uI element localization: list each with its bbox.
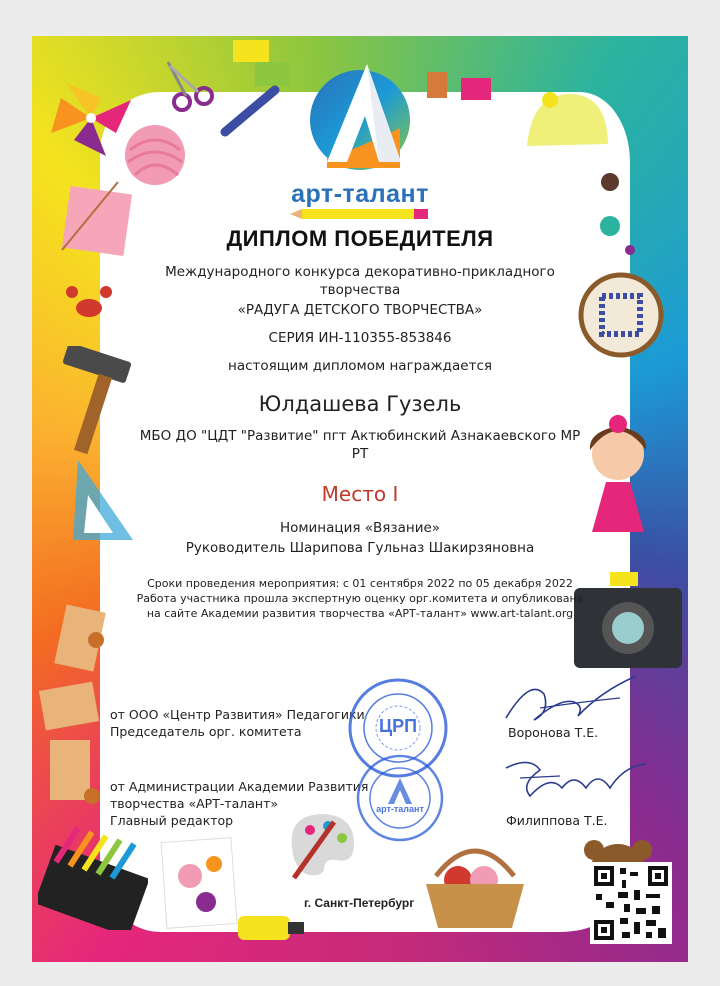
diploma-title: ДИПЛОМ ПОБЕДИТЕЛЯ: [226, 226, 494, 251]
organization-line-1: МБО ДО "ЦДТ "Развитие" пгт Актюбинский Азнакаевского МР: [139, 428, 581, 444]
expert-line-1: Работа участника прошла экспертную оценку орг.комитета и опубликована: [136, 592, 584, 605]
awarded-text: настоящим дипломом награждается: [228, 358, 492, 374]
knitted-hat-icon: [522, 88, 612, 158]
signature-2-icon: [500, 754, 650, 814]
glue-tube-icon: [236, 910, 306, 946]
supervisor: Руководитель Шарипова Гульназ Шакирзяновна: [185, 540, 535, 556]
event-dates: Сроки проведения мероприятия: с 01 сентября 2022 по 05 декабря 2022: [147, 577, 573, 590]
city-label: г. Санкт-Петербург: [304, 896, 415, 910]
pencil-underline-icon: [290, 208, 430, 220]
place-award: Место I: [321, 482, 399, 506]
art-talant-logo-icon: [305, 58, 415, 178]
wooden-toy-train-icon: [36, 600, 116, 810]
yarn-basket-icon: [420, 838, 530, 930]
dotted-paper-icon: [160, 836, 240, 930]
organization-line-2: РТ: [351, 446, 369, 462]
signature-1-icon: [500, 672, 640, 730]
contest-line-1: Международного конкурса декоративно-прикладного: [165, 264, 555, 280]
winner-name: Юлдашева Гузель: [258, 392, 462, 416]
series-number: СЕРИЯ ИН-110355-853846: [268, 330, 452, 346]
signer-1-name: Воронова Т.Е.: [508, 725, 599, 740]
signer-2-line-2: творчества «АРТ-талант»: [110, 796, 279, 811]
academy-stamp-icon: [354, 752, 446, 844]
nomination: Номинация «Вязание»: [279, 520, 441, 536]
expert-line-2: на сайте Академии развития творчества «АРТ-талант» www.art-talant.org: [146, 607, 574, 620]
qr-code-icon: [590, 862, 672, 944]
signer-2-name: Филиппова Т.Е.: [506, 813, 608, 828]
signer-2-line-3: Главный редактор: [110, 813, 234, 828]
signer-1-line-2: Председатель орг. комитета: [110, 724, 302, 739]
thread-spool-icon: [425, 58, 495, 108]
scissors-icon: [160, 58, 220, 118]
contest-line-2: творчества: [319, 282, 401, 298]
signer-2-line-1: от Администрации Академии Развития: [110, 779, 369, 794]
stamp-top-text: ЦРП: [378, 716, 418, 736]
signer-1-line-1: от ООО «Центр Развития» Педагогики: [110, 707, 365, 722]
pencils-box-icon: [38, 820, 148, 930]
paintbrush-icon: [215, 40, 295, 140]
stamp-bottom-text: арт-талант: [376, 804, 424, 814]
contest-name: «РАДУГА ДЕТСКОГО ТВОРЧЕСТВА»: [237, 302, 483, 318]
signer-2-block: [110, 778, 368, 829]
brand-name: арт-талант: [291, 180, 429, 208]
signer-1-block: [110, 706, 365, 740]
